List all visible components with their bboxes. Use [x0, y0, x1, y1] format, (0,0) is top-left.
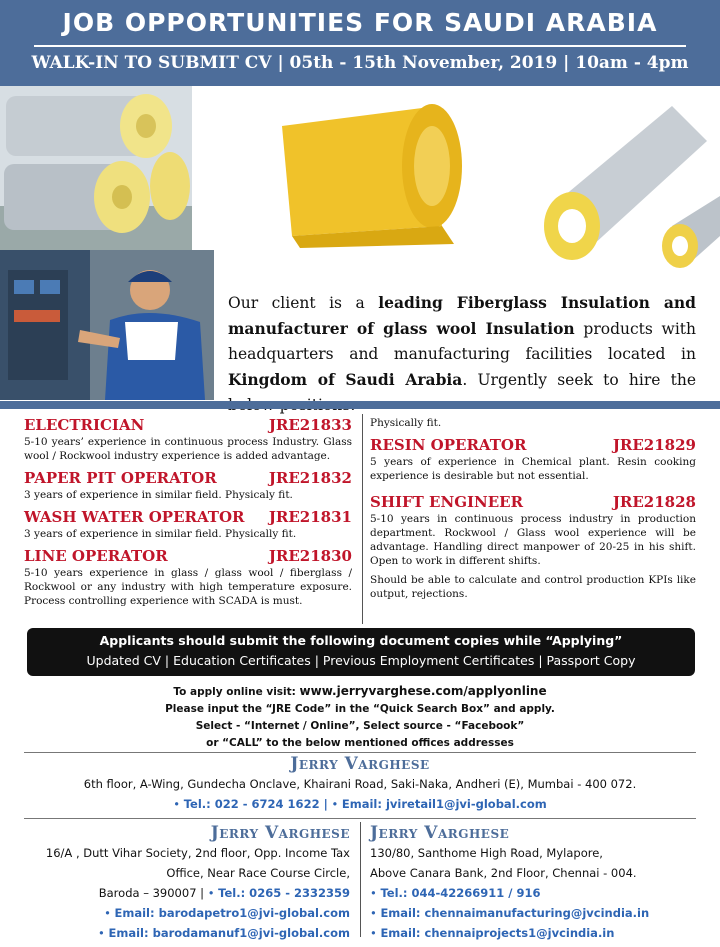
documents-banner — [27, 628, 695, 676]
documents-heading: Applicants should submit the following document copies while “Applying” — [99, 633, 623, 648]
insulation-rolls-photo — [0, 86, 192, 250]
job-code: JRE21832 — [268, 469, 352, 487]
call-instruction: or “CALL” to the below mentioned offices addresses — [206, 737, 514, 749]
office-brand: Jerry Varghese — [210, 823, 350, 843]
bullet-icon: • — [370, 926, 381, 940]
mumbai-office — [24, 754, 696, 814]
bullet-icon: • — [331, 797, 342, 811]
office-divider-top — [24, 752, 696, 753]
job-code: JRE21828 — [612, 493, 696, 511]
job-code: JRE21833 — [268, 416, 352, 434]
apply-online-label: To apply online visit: — [173, 686, 300, 698]
job-title: PAPER PIT OPERATOR — [24, 469, 217, 487]
office-address-line: Office, Near Race Course Circle, — [166, 866, 350, 880]
bullet-icon: • — [370, 886, 381, 900]
header-divider — [34, 45, 686, 47]
office-phone[interactable]: Tel.: 022 - 6724 1622 | — [183, 797, 328, 811]
office-phone[interactable]: Tel.: 044-42266911 / 916 — [380, 886, 541, 900]
job-title-row — [24, 469, 352, 487]
intro-text-1: Our client is a — [228, 294, 379, 312]
job-code: JRE21830 — [268, 547, 352, 565]
office-email[interactable]: Email: barodapetro1@jvi-global.com — [114, 906, 350, 920]
chennai-office — [370, 823, 696, 943]
job-description: Should be able to calculate and control production KPIs like output, rejections. — [370, 574, 696, 600]
office-email[interactable]: Email: chennaiprojects1@jvcindia.in — [380, 926, 615, 940]
job-title-row — [24, 416, 352, 434]
section-divider-bar — [0, 401, 720, 409]
apply-instructions — [0, 683, 720, 752]
job-description-continued: Physically fit. — [370, 417, 442, 429]
baroda-office — [24, 823, 350, 943]
office-divider-bottom — [24, 818, 696, 819]
page-title: JOB OPPORTUNITIES FOR SAUDI ARABIA — [62, 8, 658, 37]
job-title: RESIN OPERATOR — [370, 436, 527, 454]
office-brand: Jerry Varghese — [370, 823, 510, 843]
walk-in-subtitle: WALK-IN TO SUBMIT CV | 05th - 15th November, 2019 | 10am - 4pm — [31, 53, 689, 73]
office-address: 6th floor, A-Wing, Gundecha Onclave, Khairani Road, Saki-Naka, Andheri (E), Mumbai - 400 072. — [83, 777, 637, 791]
intro-bold-2: Kingdom of Saudi Arabia — [228, 370, 463, 389]
bullet-icon: • — [370, 906, 381, 920]
job-description: 5 years of experience in Chemical plant. Resin cooking experience is desirable but not essential. — [370, 456, 696, 482]
job-title: SHIFT ENGINEER — [370, 493, 524, 511]
job-description: 5-10 years’ experience in continuous process Industry. Glass wool / Rockwool industry experience is added advantage. — [24, 436, 352, 462]
job-description: 5-10 years experience in glass / glass wool / fiberglass / Rockwool or any industry with high temperature exposure. Process controlling experience with SCADA is must. — [24, 567, 352, 607]
jobs-left-column — [24, 410, 352, 608]
office-address-line: Baroda – 390007 | — [98, 886, 208, 900]
office-address-line: 130/80, Santhome High Road, Mylapore, — [370, 846, 603, 860]
intro-text-3: . Urgently seek to hire the — [462, 371, 696, 389]
job-code: JRE21829 — [612, 436, 696, 454]
electrician-photo — [0, 250, 214, 400]
jre-code-instruction: Please input the “JRE Code” in the “Quick Search Box” and apply. — [165, 703, 555, 715]
job-title: LINE OPERATOR — [24, 547, 168, 565]
office-address-line: Above Canara Bank, 2nd Floor, Chennai - 004. — [370, 866, 637, 880]
glass-wool-roll-photo — [192, 86, 522, 250]
jobs-right-column — [370, 416, 696, 601]
intro-text-2: products with headquarters and manufacturing facilities located in — [228, 320, 696, 363]
job-description: 5-10 years in continuous process industry in production department. Rockwool / Glass wool experience will be advantage. Handling direct manpower of 20-25 in his shift. Open to work in different shifts. — [370, 513, 696, 567]
office-phone[interactable]: Tel.: 0265 - 2332359 — [218, 886, 350, 900]
job-description: 3 years of experience in similar field. Physically fit. — [24, 528, 297, 540]
bullet-icon: • — [173, 797, 184, 811]
bullet-icon: • — [207, 886, 219, 900]
apply-online-line — [0, 683, 720, 701]
documents-list: Updated CV | Education Certificates | Previous Employment Certificates | Passport Copy — [86, 653, 636, 668]
bullet-icon: • — [98, 926, 109, 940]
office-address-line: 16/A , Dutt Vihar Society, 2nd floor, Opp. Income Tax — [45, 846, 350, 860]
job-title-row — [370, 436, 696, 454]
job-code: JRE21831 — [268, 508, 352, 526]
intro-bold-1: leading Fiberglass Insulation and manufacturer of glass wool Insulation — [228, 293, 696, 338]
bullet-icon: • — [104, 906, 115, 920]
job-title: WASH WATER OPERATOR — [24, 508, 245, 526]
job-description: 3 years of experience in similar field. Physicaly fit. — [24, 489, 293, 501]
company-intro — [228, 290, 696, 418]
source-instruction: Select - “Internet / Online”, Select source - “Facebook” — [195, 720, 525, 732]
office-email[interactable]: Email: barodamanuf1@jvi-global.com — [108, 926, 350, 940]
apply-online-link[interactable]: www.jerryvarghese.com/applyonline — [299, 684, 547, 698]
job-title-row — [370, 493, 696, 511]
office-brand: Jerry Varghese — [290, 754, 430, 774]
office-email[interactable]: Email: chennaimanufacturing@jvcindia.in — [380, 906, 650, 920]
pipe-insulation-photo — [522, 86, 720, 276]
header-banner — [0, 0, 720, 86]
job-title: ELECTRICIAN — [24, 416, 145, 434]
office-column-divider — [360, 822, 361, 937]
office-email[interactable]: Email: jviretail1@jvi-global.com — [341, 797, 547, 811]
job-title-row — [24, 508, 352, 526]
job-title-row — [24, 547, 352, 565]
column-divider — [362, 414, 363, 624]
